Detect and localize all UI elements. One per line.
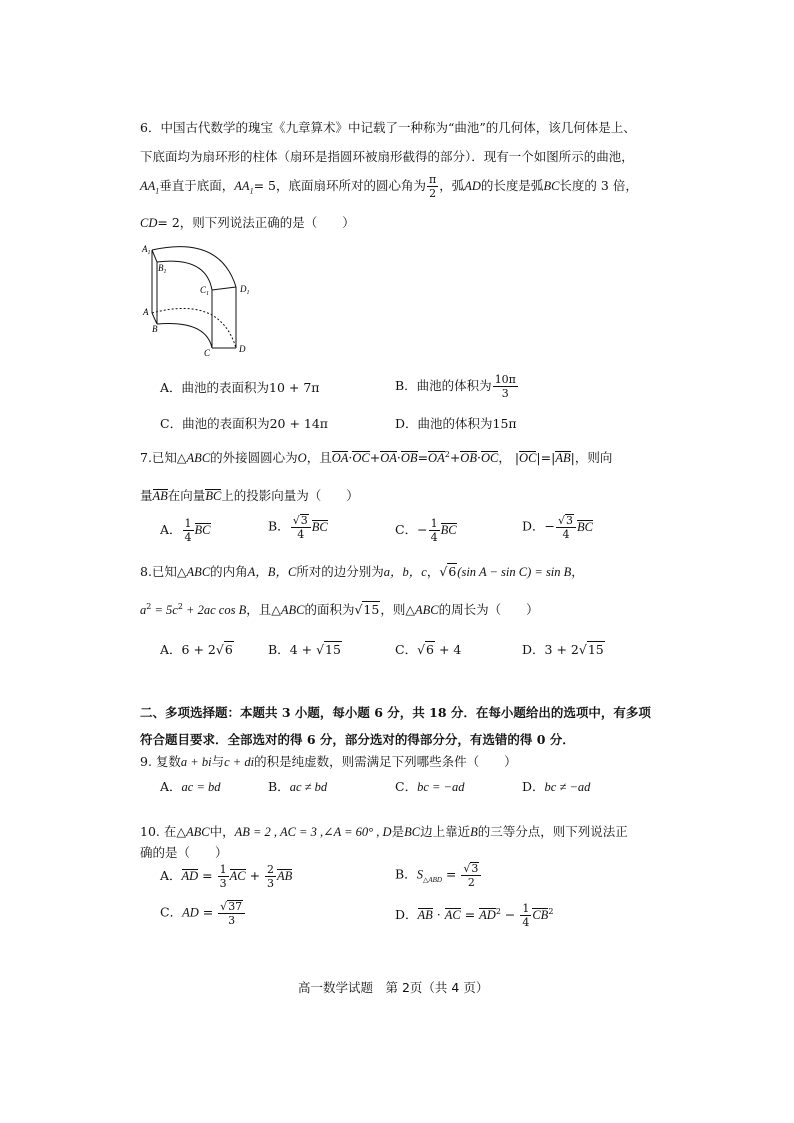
q6-line2: 下底面均为扇环形的柱体（扇环是指圆环被扇形截得的部分）．现有一个如图所示的曲池， [140, 149, 634, 164]
label-d: D [239, 344, 246, 354]
q9-option-c: C．bc = −ad [395, 779, 465, 794]
page-footer: 高一数学试题 第 2页（共 4 页） [298, 980, 489, 995]
q8-option-d: D．3 + 2√15 [522, 642, 604, 657]
q9-option-a: A．ac = bd [160, 779, 221, 794]
q6-option-b: B．曲池的体积为 $\frac{10\pi}{3}$ [395, 373, 516, 400]
curved-pool-figure [140, 240, 265, 360]
q7-option-b: B． $\frac{√3}{4}$ BC [268, 514, 328, 541]
section2-heading-line1: 二、多项选择题：本题共 3 小题，每小题 6 分，共 18 分．在每小题给出的选项中，有多项 [140, 705, 651, 720]
q8-option-b: B．4 + √15 [268, 642, 341, 657]
q10-line1: 10. 在△ABC中，AB = 2 , AC = 3 ,∠A = 60° , D是BC边上靠近B的三等分点，则下列说法正 [140, 824, 628, 839]
label-a: A [143, 307, 149, 317]
q9-stem: 9. 复数a + bi与c + di的积是纯虚数，则需满足下列哪些条件（ ） [140, 754, 517, 769]
q7-option-a: A． $\frac{1}{4}$ BC [160, 517, 211, 544]
q10-line2: 确的是（ ） [140, 845, 228, 860]
q6-line3: $AA_1$垂直于底面，$AA_1= 5$，底面扇环所对的圆心角为 $\frac{\pi}{2}$ ，弧AD的长度是弧BC长度的 3 倍， [140, 173, 638, 200]
q10-option-b: B．$S_{\triangle ABD}$ = $\frac{√3}{2}$ [395, 862, 482, 888]
label-a1: $A_1$ [142, 244, 151, 256]
label-b: B [152, 324, 158, 334]
q7-option-c: C．− $\frac{1}{4}$ BC [395, 517, 457, 544]
q6-line4: CD= 2，则下列说法正确的是（ ） [140, 215, 355, 230]
q9-option-d: D．bc ≠ −ad [522, 779, 591, 794]
label-c: C [204, 348, 211, 358]
q6-option-a: A．曲池的表面积为10 + 7π [160, 380, 320, 395]
q6-pi-over-2: $\frac{\pi}{2}$ [429, 173, 437, 200]
q8-line2: $a^2 = 5c^2 + 2ac$ cos B，且△ABC的面积为√15，则△ABC的周长为（ ） [140, 601, 539, 617]
q8-option-a: A．6 + 2√6 [160, 642, 233, 657]
q6-line1: 6．中国古代数学的瑰宝《九章算术》中记载了一种称为“曲池”的几何体，该几何体是上、 [140, 120, 636, 135]
label-c1: $C_1$ [200, 285, 210, 297]
q10-option-d: D．AB · AC = $AD^2$ − $\frac{1}{4}$ $CB^2$ [395, 902, 554, 929]
label-b1: $B_1$ [158, 263, 167, 275]
q7-line2: 量AB在向量BC上的投影向量为（ ） [140, 488, 359, 503]
q8-option-c: C．√6 + 4 [395, 642, 462, 657]
q10-option-c: C．AD = $\frac{√37}{3}$ [160, 900, 246, 926]
q9-option-b: B．ac ≠ bd [268, 779, 328, 794]
q7-line1: 7.已知△ABC的外接圆圆心为O，且$OA\cdot OC+OA\cdot OB=OA^2+OB\cdot OC$， |OC|=|AB|，则向 [140, 449, 613, 465]
section2-heading-line2: 符合题目要求．全部选对的得 6 分，部分选对的得部分分，有选错的得 0 分． [140, 732, 575, 747]
q6-option-c: C．曲池的表面积为20 + 14π [160, 416, 329, 431]
q6-option-d: D．曲池的体积为15π [395, 416, 517, 431]
q7-option-d: D．− $\frac{√3}{4}$ BC [522, 514, 594, 541]
q8-line1: 8.已知△ABC的内角A，B，C所对的边分别为a，b，c，√6(sin A − sin C) = sin B， [140, 564, 584, 579]
q10-option-a: A．AD = $\frac{1}{3}$ AC + $\frac{2}{3}$ AB [160, 863, 293, 890]
label-d1: $D_1$ [240, 284, 250, 296]
q6-aa1: $AA_1$ [140, 179, 160, 196]
